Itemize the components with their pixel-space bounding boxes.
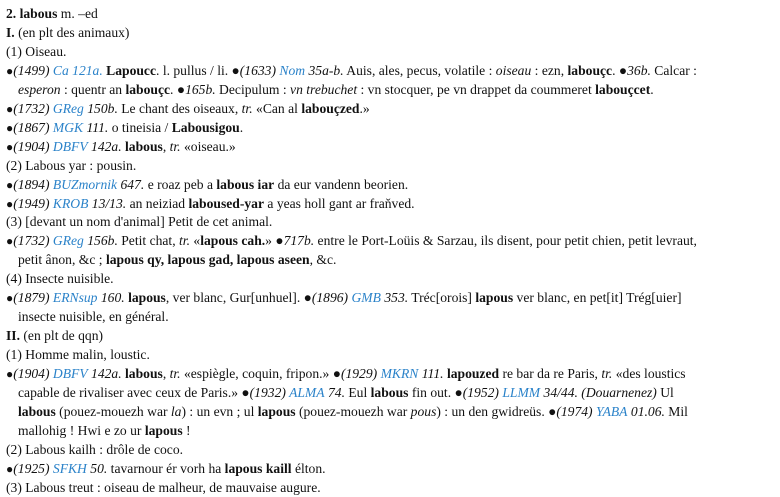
source-reference-link[interactable]: SFKH [52,460,87,476]
source-reference-link[interactable]: MGK [52,119,84,135]
bullet-icon: ● [6,291,14,306]
entry-text: entre le Port-Loüis & Sarzau, ils disent, pour petit chien, petit levraut, [314,233,697,249]
italic-text: (1894) [13,176,53,192]
italic-text: 111. [421,366,444,382]
entry-text: Mil [664,403,688,419]
italic-text: (1732) [13,233,53,249]
bold-form: labous iar [216,176,275,192]
entry-line [18,383,774,402]
entry-text: an neiziad [126,195,189,211]
italic-text: (1896) [311,290,352,306]
entry-text: mallohig ! Hwi e zo ur [18,422,145,438]
bold-form: Labousigou [171,119,240,135]
italic-text: 165b. [185,81,216,97]
italic-text: 34/44. (Douarnenez) [543,385,657,400]
entry-line [6,175,774,194]
source-reference-link[interactable]: YABA [595,403,628,419]
entry-text: Ul [656,385,674,400]
italic-text: (1904) [13,138,53,154]
entry-text: (pouez-mouezh war [55,403,171,419]
entry-line [6,99,774,118]
entry-line [6,440,774,459]
italic-text: pous [410,403,437,419]
entry-line [6,459,774,478]
italic-text: tr. [179,233,190,249]
entry-text: «espiègle, coquin, fripon.» ● [180,366,341,382]
entry-text: insecte nuisible, en général. [18,309,169,325]
entry-text: Tréc[orois] [408,290,476,306]
bold-form: lapous [257,403,296,419]
bullet-icon: ● [6,196,14,211]
source-reference-link[interactable]: GMB [351,290,381,306]
entry-line [6,61,774,80]
entry-line [18,421,774,440]
entry-line [6,364,774,383]
entry-text: re bar da re Paris, [499,366,602,382]
italic-text: la [170,403,182,419]
italic-text: 142a. [91,138,122,154]
italic-text: 156b. [87,233,118,249]
source-reference-link[interactable]: Ca 121a. [52,62,103,78]
italic-text: (1932) [249,385,290,400]
entry-text: (1) Oiseau. [6,43,67,59]
italic-text: 36b. [627,62,651,78]
italic-text: tr. [601,366,613,382]
bold-form: II. [6,328,20,344]
italic-text: 160. [100,290,125,306]
italic-text: (1879) [13,290,53,306]
bold-form: labouçc [125,81,171,97]
bold-form: lapous cah. [200,233,266,249]
entry-text: Calcar : [650,62,697,78]
source-reference-link[interactable]: GReg [52,233,84,249]
source-reference-link[interactable]: Nom [279,62,306,78]
bold-form: laboused-yar [188,195,264,211]
entry-text: (en plt de qqn) [19,328,104,344]
entry-text: Auis, ales, pecus, volatile : [343,62,496,78]
italic-text: (1925) [13,460,53,476]
entry-text: fin out. ● [408,385,463,400]
entry-line [18,402,774,421]
italic-text: 50. [90,460,108,476]
italic-text: oiseau [495,62,532,78]
source-reference-link[interactable]: DBFV [52,138,88,154]
entry-text: a yeas holl gant ar fraňved. [263,195,415,211]
source-reference-link[interactable]: MKRN [380,366,419,382]
italic-text: (1929) [340,366,381,382]
entry-text: Le chant des oiseaux, [117,100,242,116]
bold-form: 2. labous [6,6,58,21]
bold-form: labouçcet [595,81,651,97]
italic-text: tr. [241,100,253,116]
source-reference-link[interactable]: KROB [52,195,89,211]
entry-text: . [239,119,244,135]
bold-form: labous [125,366,163,382]
entry-text: .» [359,100,370,116]
bullet-icon: ● [6,234,14,249]
italic-text: 01.06. [630,403,665,419]
entry-text: ) : un den gwidreüs. ● [436,403,557,419]
bullet-icon: ● [6,120,14,135]
entry-line [18,250,774,269]
entry-text: , ver blanc, Gur[unhuel]. ● [165,290,312,306]
entry-text: , [162,366,170,382]
italic-text: (1732) [13,100,53,116]
bold-form: lapouzed [446,366,500,382]
source-reference-link[interactable]: GReg [52,100,84,116]
entry-text: (1) Homme malin, loustic. [6,347,150,363]
entry-line [18,80,774,99]
italic-text: 142a. [91,366,122,382]
entry-text: ver blanc, en pet[it] Trég[uier] [513,290,682,306]
entry-line [6,42,774,61]
italic-text: 111. [86,119,109,135]
entry-text: (pouez-mouezh war [295,403,411,419]
entry-text: «des loustics [612,366,686,382]
bullet-icon: ● [6,139,14,154]
italic-text: (1949) [13,195,53,211]
entry-line [6,137,774,156]
entry-line [6,194,774,213]
source-reference-link[interactable]: DBFV [52,366,88,382]
bold-form: Lapoucc [106,62,157,78]
entry-text: capable de rivaliser avec ceux de Paris.» ● [18,385,250,400]
italic-text: esperon [18,81,61,97]
entry-text: o tineisia / [108,119,172,135]
bullet-icon: ● [6,101,14,116]
italic-text: 647. [120,176,145,192]
italic-text: 717b. [283,233,315,249]
bold-form: lapous kaill [224,460,292,476]
entry-text: . ● [170,81,186,97]
entry-text: « [189,233,201,249]
entry-line [18,307,774,326]
italic-text: 353. [384,290,409,306]
entry-text: (2) Labous kailh : drôle de coco. [6,441,184,457]
entry-text: » ● [265,233,284,249]
italic-text: tr. [169,366,181,382]
bold-form: lapous [475,290,514,306]
italic-text: (1952) [462,385,503,400]
entry-line [6,156,774,175]
entry-text: da eur vandenn beorien. [274,176,409,192]
italic-text: (1499) [13,62,53,78]
source-reference-link[interactable]: LLMM [502,385,541,400]
source-reference-link[interactable]: BUZmornik [52,176,118,192]
entry-line [6,231,774,250]
source-reference-link[interactable]: ALMA [289,385,325,400]
italic-text: tr. [169,138,181,154]
bold-form: labouçc [567,62,613,78]
entry-text: (en plt des animaux) [14,24,130,40]
bold-form: labous [18,403,56,419]
entry-line [6,326,774,345]
entry-text: élton. [291,460,326,476]
entry-line [6,269,774,288]
source-reference-link[interactable]: ERNsup [52,290,98,306]
italic-text: (1974) [556,403,596,419]
bullet-icon: ● [6,177,14,192]
bold-form: lapous [128,290,166,306]
entry-text: petit ânon, &c ; [18,252,106,268]
entry-text: : ezn, [531,62,568,78]
entry-text: : vn stocquer, pe vn drappet da coummeret [357,81,596,97]
entry-text: , &c. [309,252,337,268]
italic-text: 74. [327,385,345,400]
entry-text: e roaz peb a [144,176,217,192]
italic-text: (1867) [13,119,53,135]
entry-text: : quentr an [60,81,126,97]
entry-text: ) : un evn ; ul [181,403,258,419]
entry-text: Decipulum : [215,81,291,97]
bold-form: labouçzed [301,100,360,116]
entry-text: «Can al [252,100,302,116]
entry-text: (3) Labous treut : oiseau de malheur, de mauvaise augure. [6,479,321,495]
entry-text: . [650,81,654,97]
entry-text: (3) [devant un nom d'animal] Petit de cet animal. [6,214,273,230]
entry-line [6,478,774,497]
entry-line [6,345,774,364]
bold-form: lapous [144,422,183,438]
entry-text: . ● [612,62,628,78]
entry-text: tavarnour ér vorh ha [107,460,225,476]
italic-text: 150b. [87,100,118,116]
italic-text: (1904) [13,366,53,382]
italic-text: vn trebuchet [290,81,358,97]
bold-form: I. [6,24,15,40]
entry-line [6,4,774,23]
italic-text: 13/13. [91,195,127,211]
bold-form: labous [125,138,163,154]
entry-text: (4) Insecte nuisible. [6,271,114,287]
bullet-icon: ● [6,461,14,476]
bold-form: lapous qy, lapous gad, lapous aseen [105,252,310,268]
bold-form: labous [370,385,409,400]
italic-text: 35a-b. [308,62,344,78]
entry-text: ! [182,422,191,438]
bullet-icon: ● [6,63,14,78]
entry-text: Eul [344,385,371,400]
entry-text: m. –ed [57,6,98,21]
entry-text: Petit chat, [117,233,180,249]
entry-text: . l. pullus / li. ● [156,62,240,78]
entry-line [6,118,774,137]
entry-line [6,212,774,231]
entry-text: «oiseau.» [180,138,236,154]
entry-text: , [162,138,170,154]
bullet-icon: ● [6,367,14,382]
italic-text: (1633) [239,62,280,78]
entry-line [6,23,774,42]
entry-text: (2) Labous yar : pousin. [6,157,137,173]
entry-line [6,288,774,307]
